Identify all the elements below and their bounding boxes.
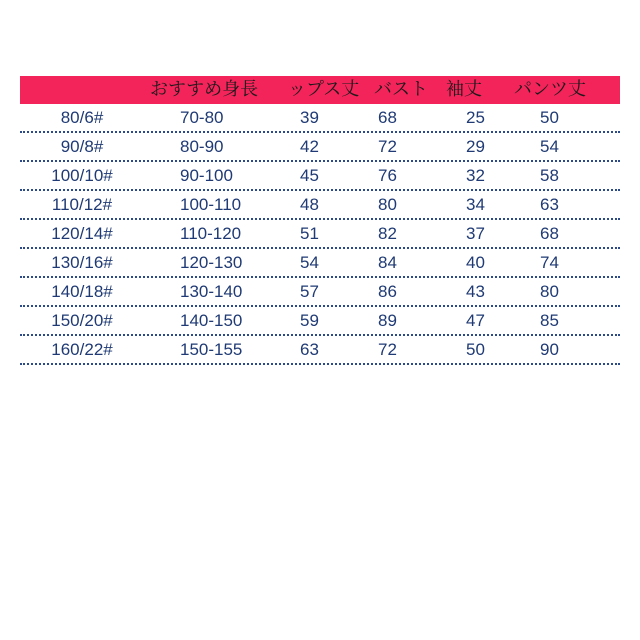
top-length-cell: 42 [300,137,319,156]
height-cell: 110-120 [180,224,242,243]
bust-cell: 76 [378,166,397,185]
bust-cell: 72 [378,340,397,359]
bust-cell: 80 [378,195,397,214]
pants-length-cell: 80 [540,282,559,301]
size-cell: 140/18# [51,282,113,301]
sleeve-length-cell: 43 [466,282,485,301]
sleeve-length-cell: 50 [466,340,485,359]
sleeve-length-cell: 37 [466,224,485,243]
height-cell: 120-130 [180,253,243,272]
sleeve-length-cell: 29 [466,137,485,156]
table-row [20,162,620,191]
pants-length-cell: 54 [540,137,559,156]
bust-cell: 72 [378,137,397,156]
header-bust: バスト [374,79,428,100]
pants-length-cell: 74 [540,253,559,272]
table-row [20,336,620,365]
size-cell: 130/16# [51,253,113,272]
bust-cell: 89 [378,311,397,330]
size-cell: 150/20# [51,311,113,330]
pants-length-cell: 50 [540,108,559,127]
header-pants-length: パンツ丈 [514,79,586,100]
top-length-cell: 63 [300,340,319,359]
table-header-row [20,76,620,104]
sleeve-length-cell: 25 [466,108,485,127]
size-cell: 160/22# [51,340,113,359]
sleeve-length-cell: 47 [466,311,485,330]
bust-cell: 84 [378,253,397,272]
table-row [20,220,620,249]
height-cell: 80-90 [180,137,224,156]
top-length-cell: 54 [300,253,319,272]
sleeve-length-cell: 34 [466,195,485,214]
height-cell: 140-150 [180,311,243,330]
table-row [20,133,620,162]
height-cell: 90-100 [180,166,233,185]
size-cell: 80/6# [60,108,104,127]
bust-cell: 86 [378,282,397,301]
pants-length-cell: 58 [540,166,559,185]
pants-length-cell: 68 [540,224,559,243]
sleeve-length-cell: 40 [466,253,485,272]
pants-length-cell: 63 [540,195,559,214]
height-cell: 70-80 [180,108,224,127]
top-length-cell: 51 [300,224,319,243]
table-row [20,307,620,336]
size-chart-table [20,76,620,365]
size-cell: 110/12# [51,195,113,214]
table-row [20,278,620,307]
table-row [20,104,620,133]
height-cell: 130-140 [180,282,243,301]
top-length-cell: 45 [300,166,319,185]
top-length-cell: 59 [300,311,319,330]
height-cell: 100-110 [180,195,242,214]
size-cell: 90/8# [60,137,104,156]
bust-cell: 68 [378,108,397,127]
header-top-length: ップス丈 [288,79,360,100]
size-cell: 120/14# [51,224,113,243]
bust-cell: 82 [378,224,397,243]
size-cell: 100/10# [51,166,113,185]
pants-length-cell: 90 [540,340,559,359]
header-recommended-height: おすすめ身長 [150,79,259,100]
table-row [20,191,620,220]
height-cell: 150-155 [180,340,243,359]
table-row [20,249,620,278]
header-sleeve-length: 袖丈 [446,79,482,100]
top-length-cell: 48 [300,195,319,214]
top-length-cell: 57 [300,282,319,301]
top-length-cell: 39 [300,108,319,127]
sleeve-length-cell: 32 [466,166,485,185]
pants-length-cell: 85 [540,311,559,330]
